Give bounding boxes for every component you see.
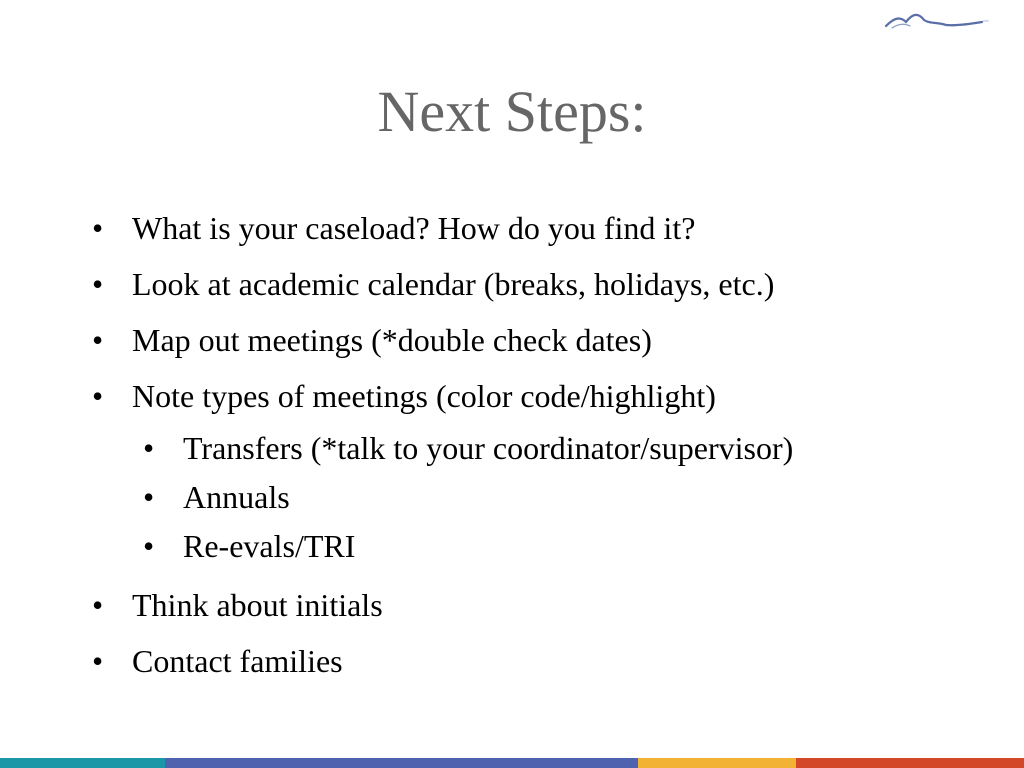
bullet-item bbox=[92, 312, 992, 368]
bullet-text: Map out meetings (*double check dates) bbox=[132, 322, 652, 358]
brand-logo-icon bbox=[884, 8, 996, 36]
bullet-item bbox=[92, 200, 992, 256]
bullet-text: Note types of meetings (color code/highlight) bbox=[132, 378, 716, 414]
bullet-text: Look at academic calendar (breaks, holidays, etc.) bbox=[132, 266, 775, 302]
bullet-marker: • bbox=[92, 587, 104, 623]
sub-bullet-item bbox=[143, 473, 992, 522]
bullet-item bbox=[92, 577, 992, 633]
bullet-marker: • bbox=[92, 210, 104, 246]
bullet-item bbox=[92, 368, 992, 424]
bullet-list bbox=[92, 200, 992, 689]
sub-bullet-item bbox=[143, 522, 992, 571]
bar-segment-red bbox=[796, 758, 1024, 768]
bullet-marker: • bbox=[143, 528, 155, 564]
bullet-marker: • bbox=[92, 322, 104, 358]
bullet-marker: • bbox=[92, 643, 104, 679]
bar-segment-blue bbox=[165, 758, 638, 768]
bullet-marker: • bbox=[92, 378, 104, 414]
sub-bullet-list bbox=[92, 424, 992, 571]
sub-bullet-item bbox=[143, 424, 992, 473]
bullet-text: Think about initials bbox=[132, 587, 383, 623]
sub-bullet-text: Re-evals/TRI bbox=[183, 528, 356, 564]
svg-text:***: *** bbox=[983, 20, 989, 26]
footer-color-bar bbox=[0, 758, 1024, 768]
bullet-marker: • bbox=[143, 479, 155, 515]
bullet-marker: • bbox=[92, 266, 104, 302]
bullet-item bbox=[92, 633, 992, 689]
bar-segment-teal bbox=[0, 758, 165, 768]
bullet-text: What is your caseload? How do you find it? bbox=[132, 210, 696, 246]
sub-bullet-text: Transfers (*talk to your coordinator/supervisor) bbox=[183, 430, 794, 466]
bullet-text: Contact families bbox=[132, 643, 343, 679]
bullet-item bbox=[92, 256, 992, 312]
slide-title: Next Steps: bbox=[377, 79, 647, 144]
sub-bullet-text: Annuals bbox=[183, 479, 290, 515]
bullet-marker: • bbox=[143, 430, 155, 466]
bar-segment-gold bbox=[638, 758, 796, 768]
